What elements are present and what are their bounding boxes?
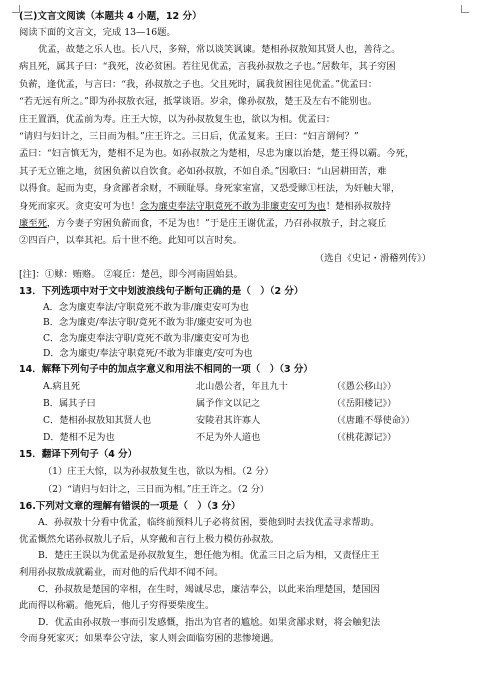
- passage-line: 病且死，属其子曰：“我死，汝必贫困。若往见优孟，言我孙叔敖之子也。”居数年，其子穷困: [19, 61, 396, 73]
- question-stem: 14．解释下列句子中的加点字意义和用法不相同的一项（ ）（3 分）: [19, 364, 313, 376]
- content: [19, 10, 469, 648]
- source-text: （《唐雎不辱使命》）: [332, 415, 415, 427]
- translation-item: （2）“请归与妇计之，三日而为相。”庄王许之。（2 分）: [43, 483, 270, 495]
- passage-text: 身死而家灭。贪吏安可为也！: [19, 200, 140, 212]
- compare-sentence: 安陵君其许寡人: [196, 415, 261, 427]
- answer-option: C．念为廉吏奉法守职/竟死不敢为非/廉吏安可为也: [43, 332, 250, 344]
- option-line: 此而得以称霸。他死后，他儿子穷得要柴度生。: [19, 600, 215, 612]
- section-title: (三)文言文阅读（本题共 4 小题，12 分）: [19, 11, 202, 22]
- question-16: [19, 498, 469, 648]
- answer-option: B．念为廉吏/奉法守职/竟死不敢为非/廉吏安可为也: [43, 317, 252, 329]
- option-line: 令而身死家灭；如果奉公守法，家人则会面临穷困的悲惨境遇。: [19, 633, 280, 645]
- answer-option: [19, 615, 469, 648]
- answer-option: [19, 378, 469, 395]
- question-15: [19, 446, 469, 498]
- option-sentence: D．楚相不足为也: [43, 432, 115, 444]
- source-text: （《桃花源记》）: [332, 432, 397, 444]
- underlined-text: 廉至死: [19, 218, 47, 230]
- source-text: （《愚公移山》）: [332, 381, 397, 393]
- answer-option: [19, 429, 469, 446]
- passage-line: 其子无立锥之地，贫困负薪以自饮食。必如孙叔敖，不如自杀。”因歌曰：“山居耕田苦，难: [19, 165, 387, 177]
- passage: [19, 41, 469, 283]
- source-text: （《岳阳楼记》）: [332, 398, 397, 410]
- passage-notes: [注]：①赇：贿赂。 ②寝丘：楚邑，即今河南固始县。: [19, 269, 244, 281]
- translation-item: （1）庄王大惊，以为孙叔敖复生也，欲以为相。（2 分）: [43, 466, 274, 478]
- answer-option: A．念为廉吏奉法/守职竟死不敢为非/廉吏安可为也: [43, 302, 249, 314]
- passage-line: [19, 215, 469, 232]
- answer-option: D．念为廉吏/奉法守职竟死/不敢为非廉吏/安可为也: [43, 347, 253, 359]
- passage-line: “请归与妇计之，三日而为相。”庄王许之。三日后，优孟复来。王曰：“妇言谓何？”: [19, 131, 359, 143]
- question-14: [19, 361, 469, 446]
- option-sentence: C．楚相孙叔敖知其贤人也: [43, 415, 152, 427]
- passage-text: ，方今妻子穷困负薪而食，不足为也！”于是庄王谢优孟，乃召孙叔敖子，封之寝丘: [46, 218, 387, 230]
- wavy-underlined-sentence: 念为廉吏奉法守职竟死不敢为非廉吏安可为也: [139, 200, 326, 212]
- passage-line: 负薪，逢优孟，与言曰：“我，孙叔敖之子也。父且死时，属我贫困往见优孟。”优孟曰：: [19, 78, 378, 90]
- answer-option: [19, 515, 469, 548]
- option-line: 优孟慨然允诺孙叔敖儿子后，从穿戴和言行上极力模仿孙叔敖。: [19, 533, 280, 545]
- passage-line: 优孟，故楚之乐人也。长八尺，多辩，常以谈笑讽谏。楚相孙叔敖知其贤人也，善待之。: [38, 44, 401, 55]
- compare-sentence: 属予作文以记之: [196, 398, 261, 410]
- passage-line: 以得食。起而为吏，身贪鄙者余财，不顾耻辱。身死家室富，又恐受赇①枉法，为奸触大罪，: [19, 183, 401, 195]
- passage-text: ！楚相孙叔敖持: [325, 200, 391, 212]
- section-instruction: 阅读下面的文言文，完成 13—16题。: [19, 27, 176, 38]
- option-sentence: B．属其子曰: [43, 398, 96, 410]
- question-13: [19, 283, 469, 361]
- answer-option: [19, 582, 469, 615]
- answer-option: [19, 548, 469, 581]
- passage-line: “若无远有所之。”即为孙叔敖衣冠，抵掌谈语。岁余，像孙叔敖，楚王及左右不能别也。: [19, 96, 378, 108]
- option-line: C．孙叔敖是楚国的宰相，在生时，竭诚尽忠，廉洁奉公，以此来治理楚国，楚国因: [38, 583, 380, 595]
- option-sentence: A.病且死: [43, 381, 81, 393]
- option-line: 利用孙叔敖成就霸业，而对他的后代却不闻不问。: [19, 567, 224, 579]
- option-line: A．孙叔敖十分看中优孟，临终前预料儿子必将贫困，要他到时去找优孟寻求帮助。: [38, 517, 380, 529]
- question-stem: 13．下列选项中对于文中划波浪线句子断句正确的是（ ）（2 分）: [19, 286, 304, 298]
- passage-line: 孟曰：“妇言慎无为，楚相不足为也。如孙叔敖之为楚相，尽忠为廉以治楚，楚王得以霸。今死，: [19, 148, 415, 160]
- passage-line: [19, 198, 469, 215]
- option-line: B．楚庄王误以为优孟是孙叔敖复生，想任他为相。优孟三日之后为相，又责怪庄王: [38, 550, 380, 562]
- passage-line: 庄王置酒，优孟前为寿。庄王大惊，以为孙叔敖复生也，欲以为相。优孟曰：: [19, 113, 336, 125]
- passage-source: （选自《史记・滑稽列传》）: [314, 252, 431, 264]
- answer-option: [19, 395, 469, 412]
- question-stem: 16.下列对文章的理解有错误的一项是（ ）（3 分）: [19, 501, 241, 513]
- question-stem: 15．翻译下列句子（4 分）: [19, 449, 138, 461]
- answer-option: [19, 412, 469, 429]
- compare-sentence: 不足为外人道也: [196, 432, 261, 444]
- compare-sentence: 北山愚公者，年且九十: [196, 381, 288, 393]
- passage-line: ②四百户，以奉其祀。后十世不绝。此知可以言时矣。: [19, 235, 243, 247]
- option-line: D．优孟由孙叔敖一事而引发感慨，指出为官者的尴尬。如果贪鄙求财，将会触犯法: [38, 616, 381, 628]
